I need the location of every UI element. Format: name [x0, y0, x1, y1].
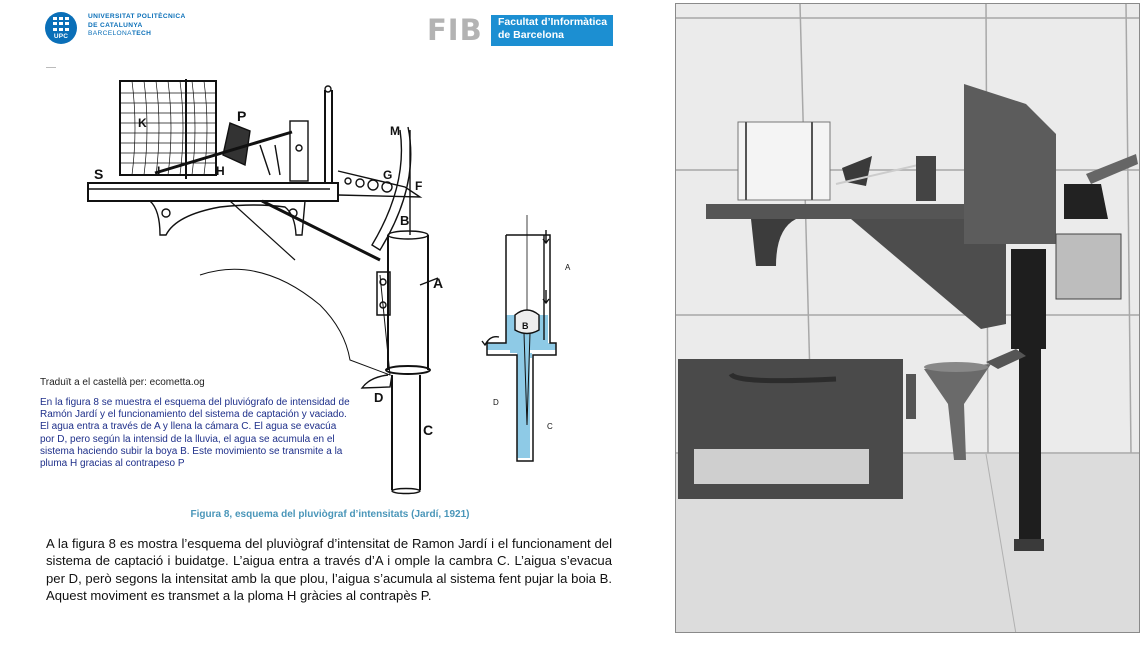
label-S: S — [94, 166, 104, 182]
label-M: M — [390, 124, 400, 138]
recording-drum — [120, 79, 216, 179]
section-label-C: C — [547, 422, 553, 431]
label-F: F — [415, 179, 423, 193]
fib-logo-box — [491, 15, 613, 46]
upc-line3-bold: TECH — [131, 30, 152, 38]
section-label-A: A — [565, 263, 571, 272]
upc-line1: UNIVERSITAT POLITÈCNICA — [88, 13, 186, 20]
upc-logo-text — [88, 13, 186, 39]
label-D: D — [374, 390, 384, 405]
upc-grid-icon — [53, 17, 69, 31]
rain-gauge-photo — [675, 3, 1140, 633]
spanish-description: En la figura 8 se muestra el esquema del pluviógrafo de intensidad de Ramón Jardí y el funcionamiento del sistema de captación y vaciado. El agua entra a través de A y llena la cámara C. El agua se evacúa por D, pero según la intensid de la lluvia, el agua se acumula en el sistema haciendo subir la boya B. Este movimiento se transmite a la pluma H gracias al contrapeso P — [40, 397, 350, 470]
label-G: G — [383, 168, 393, 182]
fib-line1: Facultat d’Informàtica — [498, 16, 608, 28]
pen-arm — [155, 121, 308, 181]
divider-mark — [46, 67, 56, 68]
fib-line2: de Barcelona — [498, 29, 564, 41]
upc-line3 — [88, 30, 186, 39]
label-A: A — [433, 275, 444, 291]
label-P: P — [237, 108, 247, 124]
body-paragraph: A la figura 8 es mostra l’esquema del pluviògraf d’intensitat de Ramon Jardí i el funcionament del sistema de captació i buidatge. L’aigua entra a través d’A i omple la cambra C. L’aigua s’evacua per D, però segons la intensitat amb la que plou, l’aigua s’acumula al sistema fent pujar la boia B. Aquest moviment es transmet a la ploma H gràcies al contrapès P. — [46, 536, 612, 603]
label-H: H — [216, 164, 225, 178]
upc-line3-light: BARCELONA — [88, 30, 132, 38]
collector-tube — [362, 231, 438, 494]
cross-section — [482, 215, 556, 461]
label-K: K — [138, 116, 147, 130]
section-label-D: D — [493, 398, 499, 407]
upc-line2: DE CATALUNYA — [88, 21, 143, 29]
label-C: C — [423, 422, 434, 438]
figure-caption: Figura 8, esquema del pluviògraf d’intensitats (Jardí, 1921) — [190, 509, 470, 520]
upc-badge-text: UPC — [53, 33, 69, 40]
upc-logo-badge — [45, 12, 77, 44]
translator-note: Traduït a el castellà per: ecometta.og — [40, 377, 205, 388]
label-I: I — [157, 164, 161, 178]
label-B: B — [400, 213, 410, 228]
fib-logo-mark: FIB — [427, 13, 483, 47]
photo-illustration — [676, 4, 1140, 633]
section-label-B: B — [522, 321, 529, 331]
